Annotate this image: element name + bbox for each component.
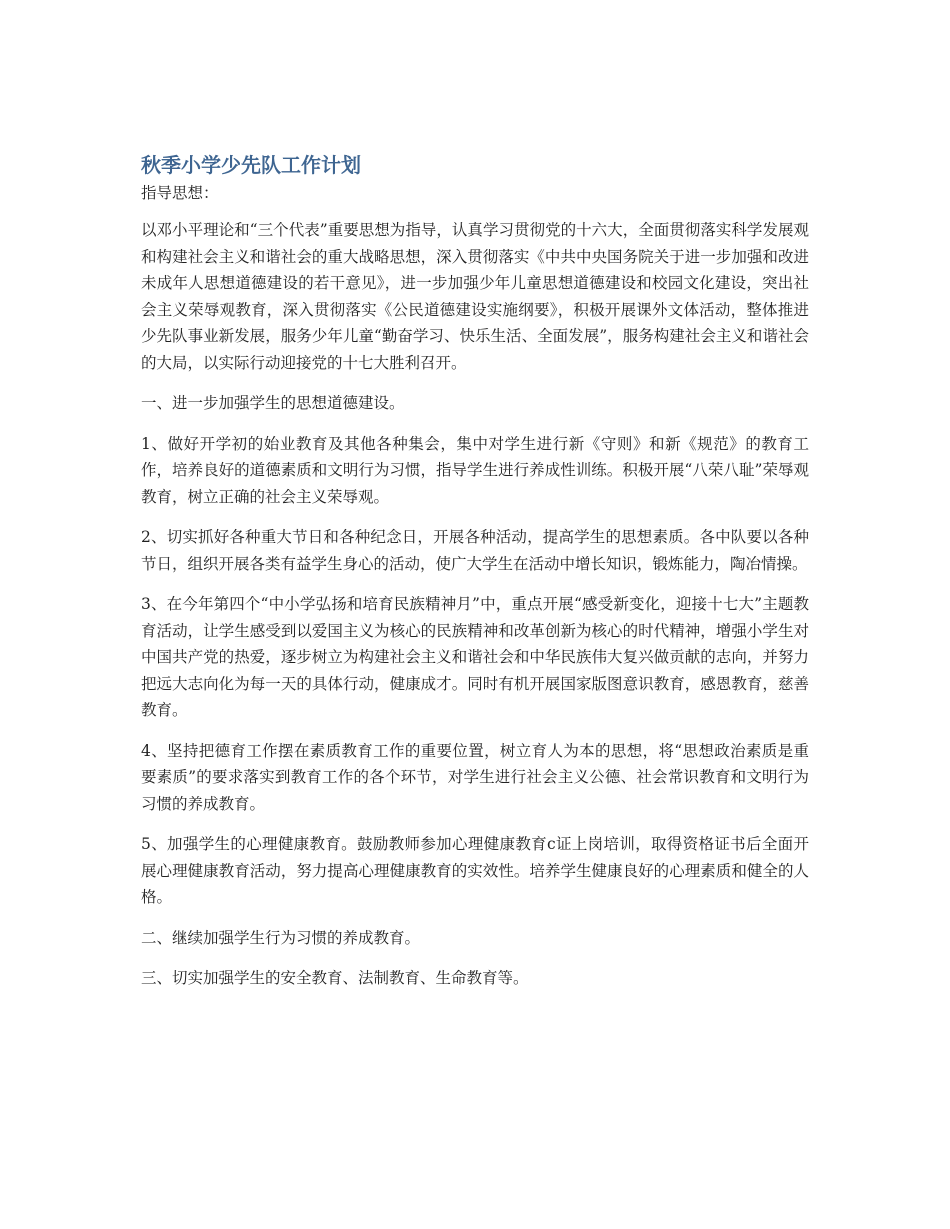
section-heading-2: 二、继续加强学生行为习惯的养成教育。 (141, 928, 421, 947)
paragraph-item-5: 5、加强学生的心理健康教育。鼓励教师参加心理健康教育c证上岗培训，取得资格证书后全面开展心理健康教育活动，努力提高心理健康教育的实效性。培养学生健康良好的心理素质和健全的人格。 (141, 835, 809, 906)
document-title: 秋季小学少先队工作计划 (141, 153, 361, 177)
paragraph-item-3: 3、在今年第四个“中小学弘扬和培育民族精神月”中，重点开展“感受新变化，迎接十七大”主题教育活动，让学生感受到以爱国主义为核心的民族精神和改革创新为核心的时代精神，增强小学生对中国共产党的热爱，逐步树立为构建社会主义和谐社会和中华民族伟大复兴做贡献的志向，并努力把远大志向化为每一天的具体行动，健康成才。同时有机开展国家版图意识教育，感恩教育，慈善教育。 (141, 595, 809, 719)
paragraph-item-4: 4、坚持把德育工作摆在素质教育工作的重要位置，树立育人为本的思想，将“思想政治素质是重要素质”的要求落实到教育工作的各个环节，对学生进行社会主义公德、社会常识教育和文明行为习惯的养成教育。 (141, 741, 809, 813)
document-body (141, 150, 809, 1006)
section-heading-guiding-thought: 指导思想： (141, 184, 219, 202)
paragraph-item-2: 2、切实抓好各种重大节日和各种纪念日，开展各种活动，提高学生的思想素质。各中队要以各种节日，组织开展各类有益学生身心的活动，使广大学生在活动中增长知识，锻炼能力，陶冶情操。 (141, 528, 809, 573)
section-heading-3: 三、切实加强学生的安全教育、法制教育、生命教育等。 (141, 969, 529, 987)
paragraph-item-1: 1、做好开学初的始业教育及其他各种集会，集中对学生进行新《守则》和新《规范》的教育工作，培养良好的道德素质和文明行为习惯，指导学生进行养成性训练。积极开展“八荣八耻”荣辱观教育，树立正确的社会主义荣辱观。 (141, 434, 809, 506)
section-heading-1: 一、进一步加强学生的思想道德建设。 (141, 394, 405, 412)
paragraph-guiding-thought: 以邓小平理论和“三个代表”重要思想为指导，认真学习贯彻党的十六大，全面贯彻落实科学发展观和构建社会主义和谐社会的重大战略思想，深入贯彻落实《中共中央国务院关于进一步加强和改进未成年人思想道德建设的若干意见》，进一步加强少年儿童思想道德建设和校园文化建设，突出社会主义荣辱观教育，深入贯彻落实《公民道德建设实施纲要》，积极开展课外文体活动，整体推进少先队事业新发展，服务少年儿童“勤奋学习、快乐生活、全面发展”，服务构建社会主义和谐社会的大局，以实际行动迎接党的十七大胜利召开。 (141, 221, 809, 372)
